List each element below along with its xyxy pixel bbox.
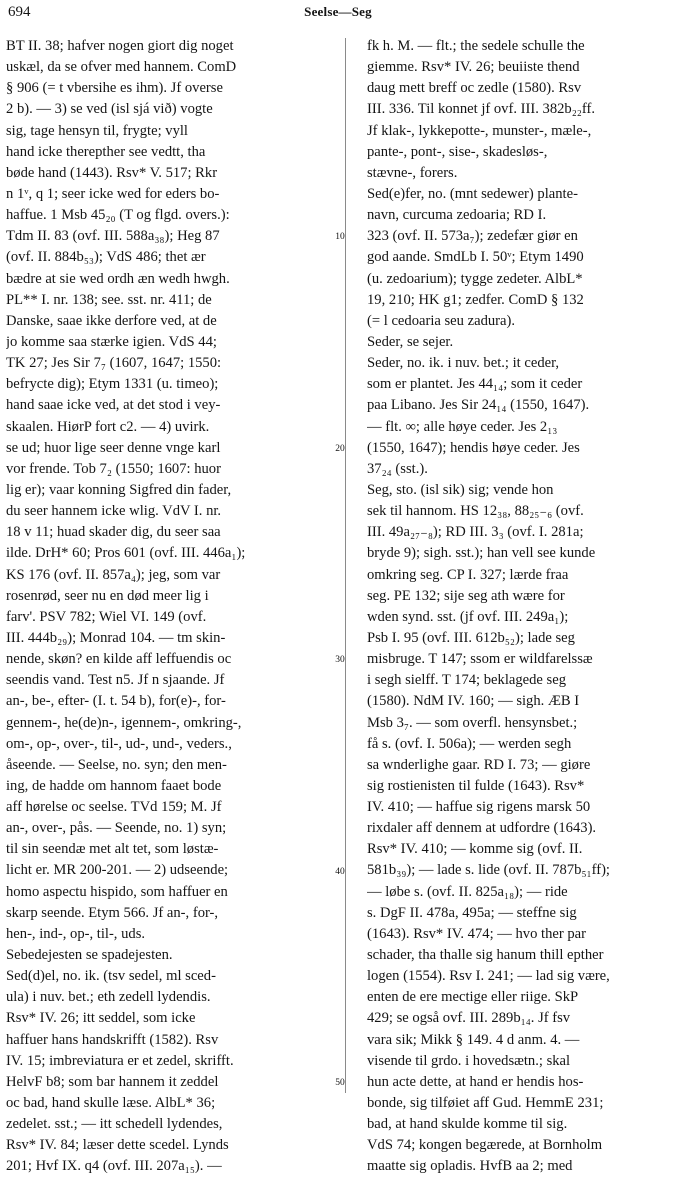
text-line: hun acte dette, at hand er hendis hos- [367,1073,584,1090]
text-line: haffue. 1 Msb 45₂₀ (T og flgd. overs.): [6,207,230,224]
line-number: 10 [335,232,345,243]
text-line: III. 336. Til konnet jf ovf. III. 382b₂₂ff. [367,101,595,118]
text-line: farv'. PSV 782; Wiel VI. 149 (ovf. [6,608,207,625]
text-line: KS 176 (ovf. II. 857a₄); jeg, som var [6,566,221,583]
text-line: åseende. — Seelse, no. syn; den men- [6,756,227,773]
text-line: jo komme saa stærke igien. VdS 44; [6,333,217,350]
line-number: 40 [335,866,345,877]
text-line: IV. 410; — haffue sig rigens marsk 50 [367,799,591,816]
text-line: n 1ᵛ, q 1; seer icke wed for eders bo- [6,185,220,202]
text-line: hen-, ind-, op-, til-, uds. [6,925,146,942]
text-line: bad, at hand skulde komme til sig. [367,1116,568,1133]
text-line: logen (1554). Rsv I. 241; — lad sig være, [367,968,610,985]
text-line: zedelet. sst.; — itt schedell lydendes, [6,1116,223,1133]
text-line: enten de ere mectige eller riige. SkP [367,989,579,1006]
text-line: Msb 3₇. — som overfl. hensynsbet.; [367,714,578,731]
text-line: oc bad, hand skulle læse. AlbL* 36; [6,1095,216,1112]
text-line: se ud; huor lige seer denne vnge karl [6,439,221,456]
text-line: vor frende. Tob 7₂ (1550; 1607: huor [6,460,221,477]
text-line: daug mett breff oc zedle (1580). Rsv [367,80,582,97]
text-line: (1643). Rsv* IV. 474; — hvo ther par [367,925,587,942]
text-line: Rsv* IV. 26; itt seddel, som icke [6,1010,196,1027]
text-line: 201; Hvf IX. q4 (ovf. III. 207a₁₅). — [6,1158,222,1175]
page-number: 694 [8,4,31,20]
column-divider [345,38,346,1093]
text-line: schader, tha thalle sig hanum thill epther [367,947,604,964]
line-number: 50 [335,1078,345,1089]
text-line: Sed(e)fer, no. (mnt sedewer) plante- [367,185,578,202]
text-line: TK 27; Jes Sir 7₇ (1607, 1647; 1550: [6,355,222,372]
text-line: Seder, no. ik. i nuv. bet.; it ceder, [367,355,560,372]
text-line: i segh sielff. T 174; beklagede seg [367,672,567,689]
text-line: 2 b). — 3) se ved (isl sjá við) vogte [6,101,213,118]
text-line: navn, curcuma zedoaria; RD I. [367,207,547,224]
text-line: visende til grdo. i hovedsætn.; skal [367,1052,571,1069]
text-line: sa wnderlighe gaar. RD I. 73; — giøre [367,756,591,773]
text-line: god aande. SmdLb I. 50ᵛ; Etym 1490 [367,249,584,266]
text-line: fk h. M. — flt.; the sedele schulle the [367,38,585,54]
text-line: 581b₃₉); — lade s. lide (ovf. II. 787b₅₁ff); [367,862,610,879]
text-line: — løbe s. (ovf. II. 825a₁₈); — ride [367,883,568,900]
text-line: haffuer hans handskrifft (1582). Rsv [6,1031,219,1048]
text-line: seendis vand. Test n5. Jf n sjaande. Jf [6,672,225,689]
text-line: bryde 9); sigh. sst.); han vell see kunde [367,545,596,562]
text-line: (1580). NdM IV. 160; — sigh. ÆB I [367,693,580,710]
text-line: homo aspectu hispido, som haffuer en [6,883,228,900]
text-line: om-, op-, over-, til-, ud-, und-, veders., [6,735,232,752]
text-line: rixdaler aff dennem at udfordre (1643). [367,820,597,837]
text-line: til sin seendæ met alt tet, som løstæ- [6,841,219,858]
text-line: sek til hannom. HS 12₃₈, 88₂₅₋₆ (ovf. [367,503,584,520]
text-line: (u. zedoarium); tygge zedeter. AlbL* [367,270,583,287]
text-line: (= l cedoaria seu zadura). [367,312,516,329]
text-line: maatte sig opladis. HvfB aa 2; med [367,1158,573,1175]
left-column [6,36,328,1178]
text-line: misbruge. T 147; ssom er wildfarelssæ [367,651,593,668]
text-line: Seg, sto. (isl sik) sig; vende hon [367,481,554,498]
text-line: s. DgF II. 478a, 495a; — steffne sig [367,904,577,921]
text-line: nende, skøn? en kilde aff leffuendis oc [6,651,232,668]
text-line: 323 (ovf. II. 573a₇); zedefær giør en [367,228,578,245]
text-line: 37₂₄ (sst.). [367,460,428,477]
text-line: (ovf. II. 884b₅₃); VdS 486; thet ær [6,249,206,266]
text-line: få s. (ovf. I. 506a); — werden segh [367,735,572,752]
text-line: 18 v 11; huad skader dig, du seer saa [6,524,221,541]
text-line: bøde hand (1443). Rsv* V. 517; Rkr [6,164,218,181]
text-line: Jf klak-, lykkepotte-, munster-, mæle-, [367,122,592,139]
running-head: Seelse—Seg [304,4,372,19]
text-line: hand saae icke ved, at det stod i vey- [6,397,221,414]
text-line: Tdm II. 83 (ovf. III. 588a₃₈); Heg 87 [6,228,220,245]
text-line: ilde. DrH* 60; Pros 601 (ovf. III. 446a₁); [6,545,246,562]
text-line: — flt. ∞; alle høye ceder. Jes 2₁₃ [367,418,558,435]
text-line: HelvF b8; som bar hannem it zeddel [6,1073,219,1090]
text-line: pante-, pont-, sise-, skadesløs-, [367,143,548,160]
text-line: bonde, sig tilføiet aff Gud. HemmE 231; [367,1095,604,1112]
page-header [8,4,668,26]
text-line: stævne-, forers. [367,164,458,181]
line-number: 30 [335,655,345,666]
text-line: BT II. 38; hafver nogen giort dig noget [6,38,234,54]
text-line: sig rostienisten til fulde (1643). Rsv* [367,777,585,794]
text-line: an-, over-, pås. — Seende, no. 1) syn; [6,820,227,837]
text-line: omkring seg. CP I. 327; lærde fraa [367,566,569,583]
text-line: VdS 74; kongen begærede, at Bornholm [367,1137,603,1154]
text-line: du seer hannem icke wlig. VdV I. nr. [6,503,222,520]
text-line: Psb I. 95 (ovf. III. 612b₅₂); lade seg [367,629,575,646]
text-line: gennem-, he(de)n-, igennem-, omkring-, [6,714,242,731]
text-line: befrycte dig); Etym 1331 (u. timeo); [6,376,219,393]
text-line: § 906 (= t vbersihe es ihm). Jf overse [6,80,223,97]
text-line: an-, be-, efter- (I. t. 54 b), for(e)-, for- [6,693,226,710]
text-line: III. 444b₂₉); Monrad 104. — tm skin- [6,629,226,646]
text-line: skarp seende. Etym 566. Jf an-, for-, [6,904,219,921]
text-line: Danske, saae ikke derfore ved, at de [6,312,217,329]
text-line: Sed(d)el, no. ik. (tsv sedel, ml sced- [6,968,216,985]
text-line: hand icke therepther see vedtt, tha [6,143,206,160]
text-line: III. 49a₂₇₋₈); RD III. 3₃ (ovf. I. 281a; [367,524,584,541]
text-line: aff hørelse oc seelse. TVd 159; M. Jf [6,799,222,816]
right-column [367,36,673,1178]
text-line: IV. 15; imbreviatura er et zedel, skrifft. [6,1052,234,1069]
text-line: ula) i nuv. bet.; eth zedell lydendis. [6,989,211,1006]
text-line: licht er. MR 200-201. — 2) udseende; [6,862,229,879]
text-line: ing, de hadde om hannom faaet bode [6,777,222,794]
line-number: 20 [335,443,345,454]
text-line: wden synd. sst. (jf ovf. III. 249a₁); [367,608,569,625]
text-line: Rsv* IV. 410; — komme sig (ovf. II. [367,841,583,858]
text-line: 429; se også ovf. III. 289b₁₄. Jf fsv [367,1010,571,1027]
text-line: uskæl, da se ofver med hannem. ComD [6,59,237,76]
text-line: lig er); vaar konning Sigfred din fader, [6,481,232,498]
text-line: bædre at sie wed ordh æn wedh hwgh. [6,270,230,287]
text-line: Seder, se sejer. [367,333,454,350]
text-line: skaalen. HiørP fort c2. — 4) uvirk. [6,418,210,435]
text-line: (1550, 1647); hendis høye ceder. Jes [367,439,580,456]
text-line: Sebedejesten se spadejesten. [6,947,173,964]
text-line: 19, 210; HK g1; zedfer. ComD § 132 [367,291,584,308]
text-line: rosenrød, seer nu en død meer lig i [6,587,209,604]
text-line: giemme. Rsv* IV. 26; beuiiste thend [367,59,580,76]
text-line: paa Libano. Jes Sir 24₁₄ (1550, 1647). [367,397,590,414]
text-line: Rsv* IV. 84; læser dette scedel. Lynds [6,1137,229,1154]
text-line: seg. PE 132; sije seg ath wære for [367,587,565,604]
text-line: PL** I. nr. 138; see. sst. nr. 411; de [6,291,212,308]
text-line: vara sik; Mikk § 149. 4 d anm. 4. — [367,1031,580,1048]
text-line: som er plantet. Jes 44₁₄; som it ceder [367,376,583,393]
text-line: sig, tage hensyn til, frygte; vyll [6,122,188,139]
